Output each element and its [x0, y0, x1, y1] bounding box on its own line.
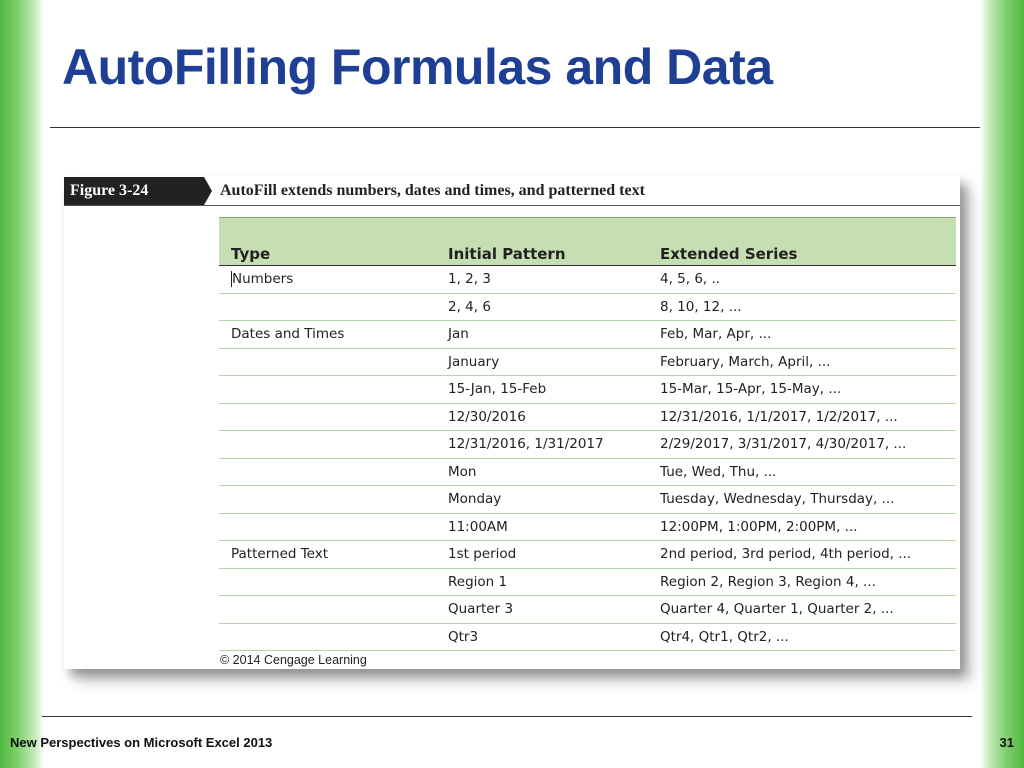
- figure-panel: [64, 175, 960, 669]
- cell-initial-pattern: Monday: [436, 486, 648, 514]
- figure-header: [64, 177, 960, 206]
- footer-text: New Perspectives on Microsoft Excel 2013: [10, 735, 273, 750]
- cell-type: [219, 403, 436, 431]
- cell-extended-series: Qtr4, Qtr1, Qtr2, ...: [648, 623, 956, 651]
- table-body: [219, 266, 956, 651]
- cell-extended-series: 8, 10, 12, ...: [648, 293, 956, 321]
- table-row: [219, 293, 956, 321]
- table-row: [219, 568, 956, 596]
- cell-extended-series: Quarter 4, Quarter 1, Quarter 2, ...: [648, 596, 956, 624]
- slide-title: AutoFilling Formulas and Data: [62, 39, 773, 95]
- page-number: 31: [999, 735, 1014, 750]
- column-header-extended-series: Extended Series: [648, 218, 956, 266]
- cell-type: Dates and Times: [219, 321, 436, 349]
- table-row: [219, 596, 956, 624]
- cell-type: Numbers: [219, 266, 436, 294]
- cell-extended-series: Tue, Wed, Thu, ...: [648, 458, 956, 486]
- cell-extended-series: 12/31/2016, 1/1/2017, 1/2/2017, ...: [648, 403, 956, 431]
- table-header-row: [219, 218, 956, 266]
- table-row: [219, 431, 956, 459]
- cell-type: [219, 431, 436, 459]
- cell-type: [219, 596, 436, 624]
- cell-type: Patterned Text: [219, 541, 436, 569]
- cell-extended-series: 4, 5, 6, ..: [648, 266, 956, 294]
- cell-initial-pattern: Qtr3: [436, 623, 648, 651]
- autofill-table: [219, 217, 956, 651]
- cell-initial-pattern: 2, 4, 6: [436, 293, 648, 321]
- column-header-type: Type: [219, 218, 436, 266]
- cell-extended-series: 15-Mar, 15-Apr, 15-May, ...: [648, 376, 956, 404]
- table-row: [219, 403, 956, 431]
- cell-initial-pattern: January: [436, 348, 648, 376]
- cell-type: [219, 458, 436, 486]
- table-row: [219, 266, 956, 294]
- cell-type: [219, 376, 436, 404]
- table-row: [219, 541, 956, 569]
- cell-type: [219, 486, 436, 514]
- figure-credit: © 2014 Cengage Learning: [220, 653, 367, 667]
- column-header-initial-pattern: Initial Pattern: [436, 218, 648, 266]
- figure-label-arrow: [204, 177, 212, 205]
- table-row: [219, 321, 956, 349]
- cell-extended-series: 12:00PM, 1:00PM, 2:00PM, ...: [648, 513, 956, 541]
- figure-caption: AutoFill extends numbers, dates and times, and patterned text: [220, 182, 645, 199]
- cell-initial-pattern: 12/30/2016: [436, 403, 648, 431]
- table-row: [219, 458, 956, 486]
- cell-initial-pattern: Mon: [436, 458, 648, 486]
- table-row: [219, 486, 956, 514]
- cell-initial-pattern: Quarter 3: [436, 596, 648, 624]
- cell-initial-pattern: 1, 2, 3: [436, 266, 648, 294]
- table-row: [219, 623, 956, 651]
- cell-extended-series: Feb, Mar, Apr, ...: [648, 321, 956, 349]
- cell-initial-pattern: 15-Jan, 15-Feb: [436, 376, 648, 404]
- cell-initial-pattern: 1st period: [436, 541, 648, 569]
- footer-divider: [42, 716, 972, 717]
- cell-initial-pattern: 11:00AM: [436, 513, 648, 541]
- figure-label: Figure 3-24: [64, 177, 204, 205]
- text-cursor: [231, 271, 232, 287]
- cell-extended-series: Region 2, Region 3, Region 4, ...: [648, 568, 956, 596]
- title-divider: [50, 127, 980, 128]
- cell-initial-pattern: 12/31/2016, 1/31/2017: [436, 431, 648, 459]
- table-row: [219, 376, 956, 404]
- cell-initial-pattern: Region 1: [436, 568, 648, 596]
- cell-extended-series: February, March, April, ...: [648, 348, 956, 376]
- cell-extended-series: 2/29/2017, 3/31/2017, 4/30/2017, ...: [648, 431, 956, 459]
- right-accent-bar: [980, 0, 1024, 768]
- left-accent-bar: [0, 0, 44, 768]
- cell-extended-series: Tuesday, Wednesday, Thursday, ...: [648, 486, 956, 514]
- cell-type: [219, 623, 436, 651]
- cell-type: [219, 568, 436, 596]
- cell-type: [219, 293, 436, 321]
- cell-initial-pattern: Jan: [436, 321, 648, 349]
- cell-type: [219, 513, 436, 541]
- cell-extended-series: 2nd period, 3rd period, 4th period, ...: [648, 541, 956, 569]
- table-row: [219, 513, 956, 541]
- cell-type: [219, 348, 436, 376]
- table-row: [219, 348, 956, 376]
